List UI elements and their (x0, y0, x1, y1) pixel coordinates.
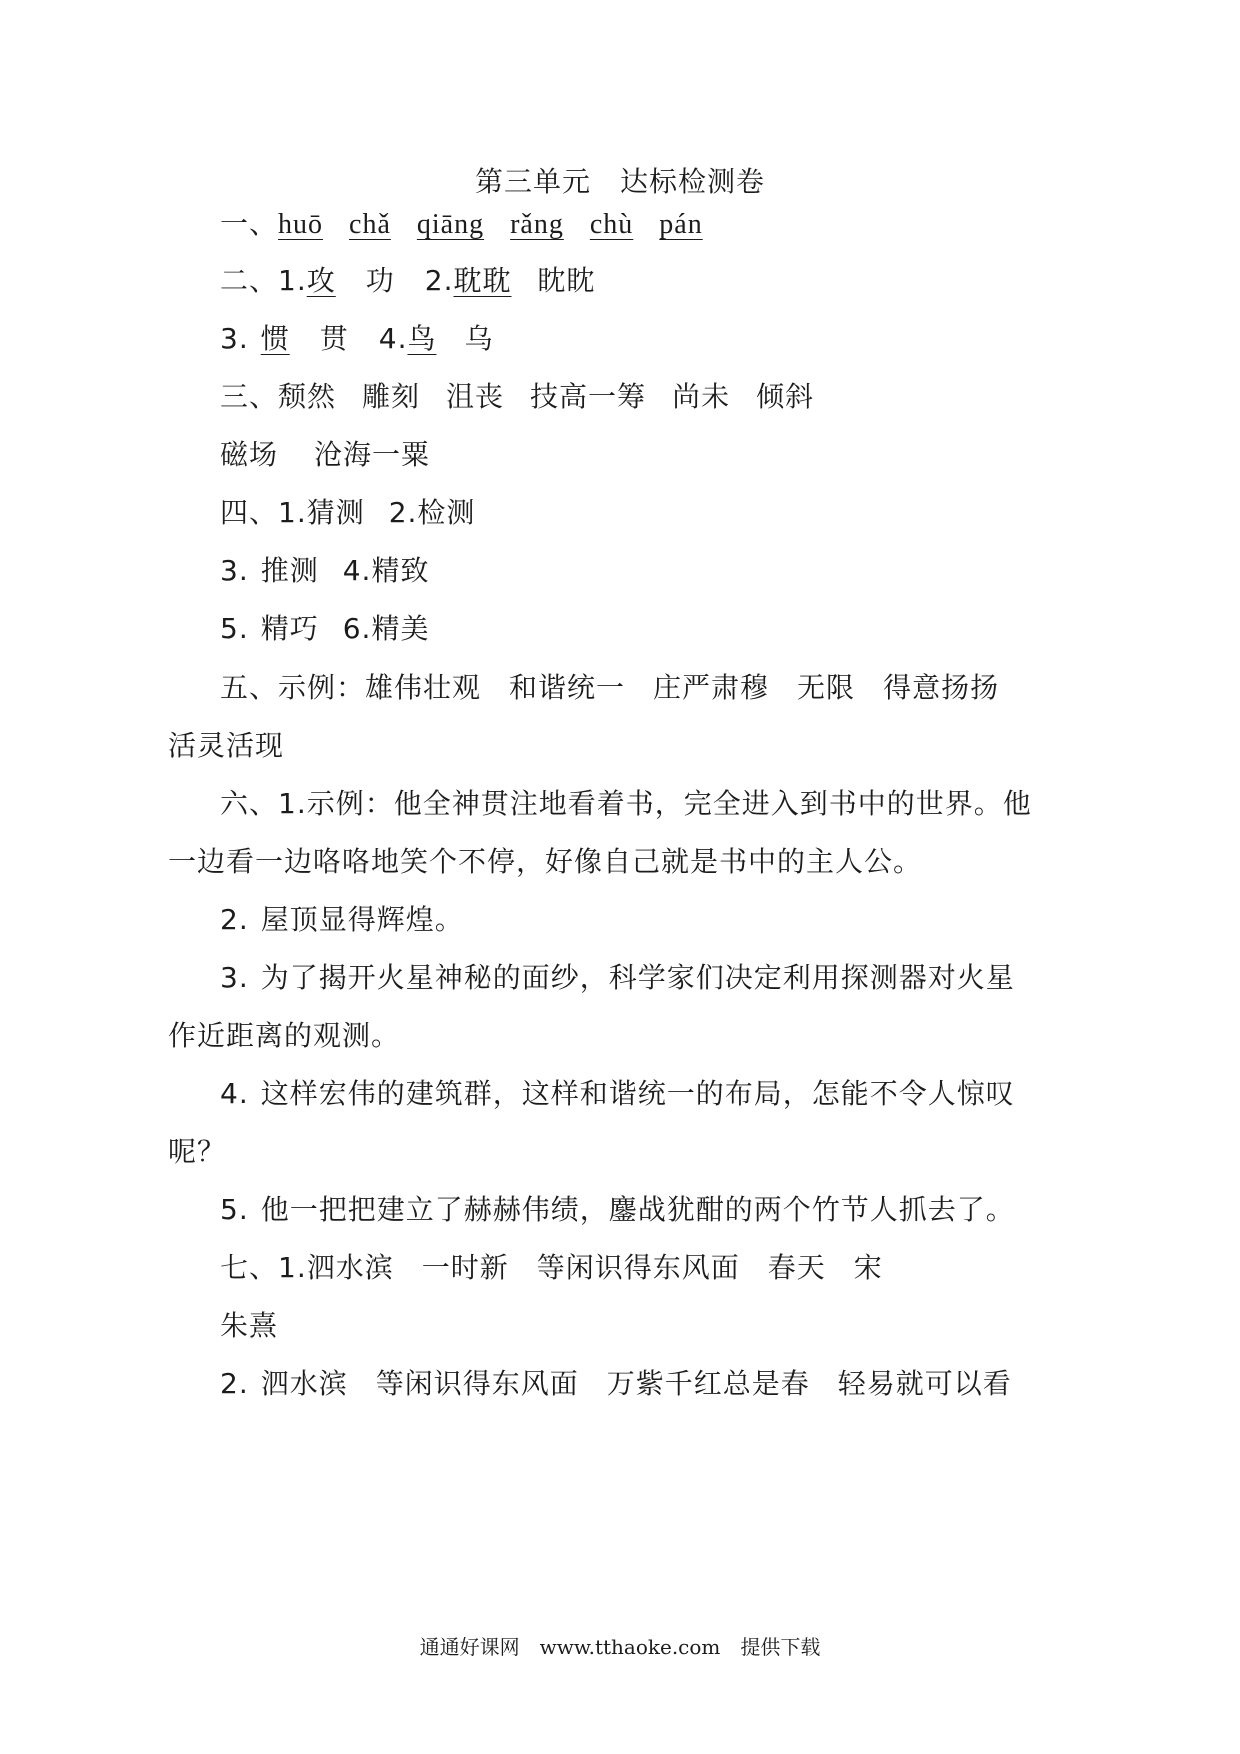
pinyin-4: rǎng (510, 209, 564, 240)
section-4-line-1 (220, 495, 475, 531)
s6-item-4-text: 这样宏伟的建筑群，这样和谐统一的布局，怎能不令人惊叹 (260, 1077, 1015, 1110)
pinyin-2: chǎ (349, 209, 391, 240)
s2-l1-c: 功 (365, 264, 395, 297)
section-4-line-2 (220, 553, 429, 589)
section-6-line-6 (220, 1076, 1015, 1112)
s5-word-3: 庄严肃穆 (653, 671, 770, 704)
s4-l3-a: 精巧 (260, 612, 319, 645)
section-6-line-2: 一边看一边咯咯地笑个不停，好像自己就是书中的主人公。 (168, 845, 923, 878)
s2-l1-f: 眈眈 (537, 264, 596, 297)
section-6-line-7: 呢？ (168, 1135, 227, 1168)
s4-l1-a: 四、1.猜测 (220, 496, 365, 529)
s6-item-4-num: 4. (220, 1077, 249, 1110)
section-6-line-8 (220, 1192, 1015, 1228)
s3-word-2: 雕刻 (362, 380, 421, 413)
s4-l2-a: 推测 (260, 554, 319, 587)
section-7-line-2: 朱熹 (220, 1309, 279, 1342)
section-2-line-2 (220, 321, 494, 357)
section-1-line (220, 206, 703, 243)
section-1-prefix: 一、 (220, 207, 279, 240)
s4-l3-num: 5. (220, 612, 249, 645)
section-7-line-1 (220, 1250, 883, 1286)
s3-word-1: 三、颓然 (220, 380, 337, 413)
s7-l3-c: 万紫千红总是春 (606, 1367, 810, 1400)
s2-l1-answer-1: 攻 (306, 264, 336, 297)
s6-item-5-num: 5. (220, 1193, 249, 1226)
footer-watermark: 通通好课网 www.tthaoke.com 提供下载 (419, 1635, 821, 1659)
s6-item-3-text: 为了揭开火星神秘的面纱，科学家们决定利用探测器对火星 (260, 961, 1015, 994)
s6-item-2-num: 2. (220, 903, 249, 936)
s2-l2-answer-2: 鸟 (407, 322, 437, 355)
s7-l1-c: 等闲识得东风面 (536, 1251, 740, 1284)
s6-item-5-text: 他一把把建立了赫赫伟绩，鏖战犹酣的两个竹节人抓去了。 (260, 1193, 1015, 1226)
s3-word-5: 尚未 (672, 380, 731, 413)
section-7-line-3 (220, 1366, 1012, 1402)
page-title: 第三单元 达标检测卷 (474, 165, 765, 198)
s3-word-3: 沮丧 (446, 380, 505, 413)
s2-l2-answer-1: 惯 (260, 322, 290, 355)
pinyin-1: huō (278, 209, 324, 240)
section-6-line-1: 六、1.示例：他全神贯注地看着书，完全进入到书中的世界。他 (220, 787, 1032, 820)
s7-l3-a: 泗水滨 (260, 1367, 348, 1400)
section-6-line-5: 作近距离的观测。 (168, 1019, 401, 1052)
s2-l2-f: 乌 (464, 322, 494, 355)
s3-word-6: 倾斜 (756, 380, 815, 413)
s5-word-2: 和谐统一 (509, 671, 626, 704)
s3-word-8: 沧海一粟 (314, 438, 431, 471)
s6-item-3-num: 3. (220, 961, 249, 994)
s2-l2-a: 3. (220, 322, 249, 355)
s4-l2-num: 3. (220, 554, 249, 587)
section-3-line-1 (220, 379, 814, 415)
s2-l2-c: 贯 (319, 322, 349, 355)
s3-word-4: 技高一筹 (530, 380, 647, 413)
s6-item-2-text: 屋顶显得辉煌。 (260, 903, 464, 936)
s7-l1-e: 宋 (853, 1251, 883, 1284)
pinyin-5: chù (589, 209, 634, 240)
s3-word-7: 磁场 (220, 438, 279, 471)
s2-l1-a: 二、1. (220, 264, 307, 297)
s4-l2-b: 4.精致 (342, 554, 430, 587)
section-5-line-1 (220, 670, 999, 706)
section-2-line-1 (220, 263, 596, 299)
section-6-line-4 (220, 960, 1015, 996)
s7-l3-d: 轻易就可以看 (837, 1367, 1012, 1400)
s2-l1-answer-2: 耽耽 (453, 264, 512, 297)
s4-l3-b: 6.精美 (342, 612, 430, 645)
section-3-line-2 (220, 437, 430, 473)
s5-word-4: 无限 (797, 671, 856, 704)
s5-word-5: 得意扬扬 (883, 671, 1000, 704)
pinyin-3: qiāng (416, 209, 485, 240)
s7-l1-b: 一时新 (421, 1251, 509, 1284)
section-5-line-2: 活灵活现 (168, 729, 285, 762)
pinyin-6: pán (659, 209, 703, 240)
s2-l2-d: 4. (378, 322, 408, 355)
s4-l1-b: 2.检测 (388, 496, 476, 529)
s7-l3-b: 等闲识得东风面 (375, 1367, 579, 1400)
s7-l3-num: 2. (220, 1367, 249, 1400)
s5-word-1: 五、示例：雄伟壮观 (220, 671, 482, 704)
section-4-line-3 (220, 611, 429, 647)
s7-l1-d: 春天 (767, 1251, 826, 1284)
s7-l1-a: 七、1.泗水滨 (220, 1251, 394, 1284)
s2-l1-d: 2. (424, 264, 454, 297)
section-6-line-3 (220, 902, 464, 938)
